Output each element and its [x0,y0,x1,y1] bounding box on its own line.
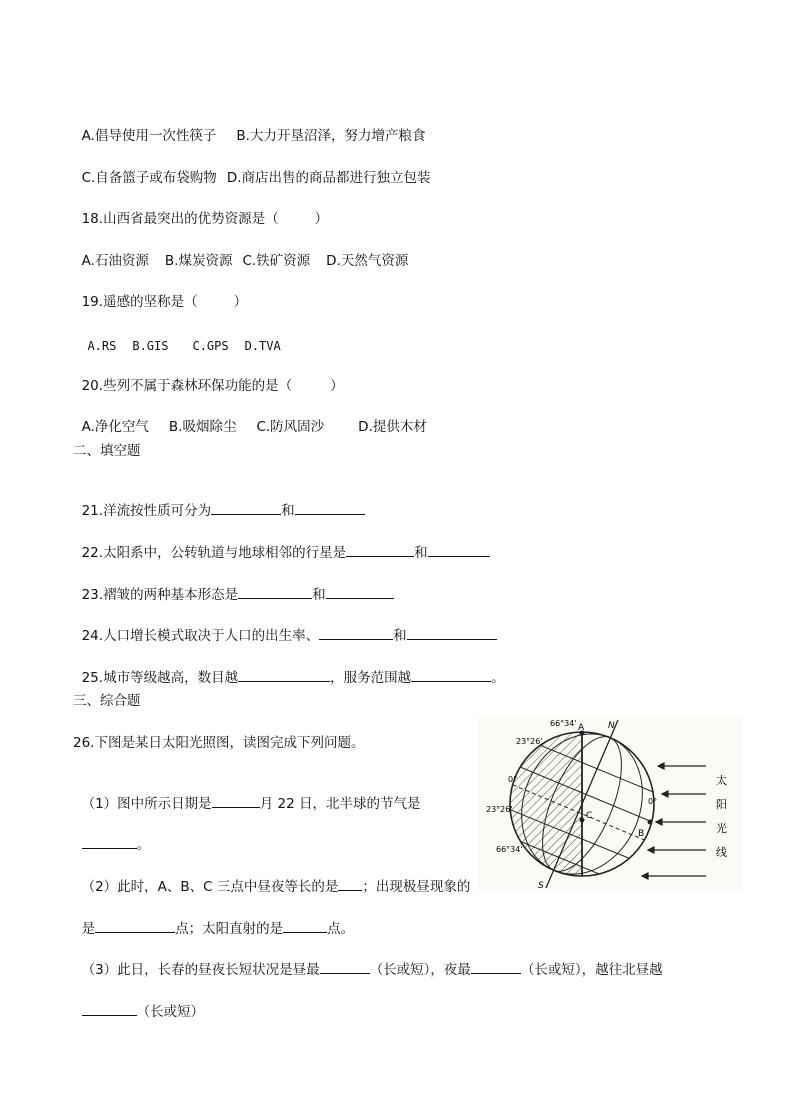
q18-option-c: C.铁矿资源 [242,253,311,269]
q19-option-a: A.RS [87,339,117,353]
label-c: C [586,811,593,821]
label-23s: 23°26' [486,805,513,814]
point-c [580,818,585,823]
q26-3-blank-north[interactable] [82,1002,137,1016]
point-b [648,820,653,825]
q26-1-blank-term[interactable] [82,835,137,849]
q26-part-2: （2）此时，A、B、C 三点中昼夜等长的是 ；出现极昼现象的 [81,879,471,895]
q20-stem: 20.些列不属于森林环保功能的是（ ） [81,378,344,394]
q23-blank-2[interactable] [326,585,394,599]
q26-3-blank-day[interactable] [320,960,370,974]
q20-option-a: A.净化空气 [81,419,149,435]
label-66n: 66°34' [550,719,577,728]
q21-blank-1[interactable] [211,501,281,515]
svg-text:阳: 阳 [716,798,727,811]
q21: 21.洋流按性质可分为 和 [73,483,365,520]
q26-part-2-cont: 是 点；太阳直射的是 点。 [81,921,355,937]
label-s: S [538,881,544,891]
svg-text:太: 太 [716,774,727,787]
q23: 23.褶皱的两种基本形态是 和 [73,567,394,604]
q24-blank-2[interactable] [407,626,497,640]
q26-part-1-cont: 。 [73,817,150,854]
q22-blank-1[interactable] [346,543,414,557]
q19-option-c: C.GPS [192,339,229,353]
label-66s: 66°34' [496,845,523,854]
q25: 25.城市等级越高，数目越 ，服务范围越 。 [81,670,505,686]
q22-blank-2[interactable] [428,543,490,557]
svg-text:光: 光 [716,822,727,835]
label-a: A [578,723,585,733]
q19-option-b: B.GIS [132,339,169,353]
q19-stem: 19.遥感的坚称是（ ） [81,294,248,310]
q21-blank-2[interactable] [295,501,365,515]
svg-text:线: 线 [716,846,727,859]
q23-blank-1[interactable] [238,585,312,599]
q26-part-3-cont: （长或短） [73,984,204,1021]
q18-stem: 18.山西省最突出的优势资源是（ ） [81,211,329,227]
label-b: B [638,829,645,839]
q25-blank-1[interactable] [238,668,330,682]
q25-blank-2[interactable] [411,668,491,682]
label-equator-right: 0° [648,797,658,806]
q26-part-1: （1）图中所示日期是 月 22 日，北半球的节气是 [81,796,421,812]
label-23n: 23°26' [516,737,543,746]
q18-option-d: D.天然气资源 [326,253,409,269]
label-n: N [608,721,615,731]
q26-2-blank-equal[interactable] [338,877,362,891]
sunlight-illumination-diagram [478,716,742,892]
q19-option-d: D.TVA [244,339,281,353]
q18-option-b: B.煤炭资源 [164,253,233,269]
q18-option-a: A.石油资源 [81,253,149,269]
q20-options [73,400,427,436]
section-2-heading: 二、填空题 [73,443,141,459]
q18-options [73,234,408,270]
q24: 24.人口增长模式取决于人口的出生率、 和 [73,608,497,645]
q26-2-blank-direct[interactable] [283,919,327,933]
q20-option-b: B.吸烟除尘 [168,419,237,435]
q19-options [73,319,281,355]
q17-options-line-2 [73,151,431,187]
q26-part-3: （3）此日，长春的昼夜长短状况是昼最 （长或短），夜最 （长或短），越往北昼越 [81,962,663,978]
q17-option-a: A.倡导使用一次性筷子 [81,128,217,144]
q26-3-blank-night[interactable] [471,960,521,974]
q17-options-line-1 [73,109,425,145]
q17-option-b: B.大力开垦沼泽，努力增产粮食 [236,128,426,144]
q17-option-d: D.商店出售的商品都进行独立包装 [226,170,431,186]
q24-blank-1[interactable] [319,626,393,640]
q26-2-blank-polar-day[interactable] [95,919,175,933]
q22: 22.太阳系中，公转轨道与地球相邻的行星是 和 [73,525,490,562]
label-equator-left: 0° [508,775,518,784]
section-3-heading: 三、综合题 [73,693,141,709]
q26-stem: 26.下图是某日太阳光照图，读图完成下列问题。 [73,735,365,751]
q20-option-c: C.防风固沙 [256,419,325,435]
q26-1-blank-month[interactable] [212,794,260,808]
q20-option-d: D.提供木材 [358,419,427,435]
q17-option-c: C.自备篮子或布袋购物 [81,170,217,186]
